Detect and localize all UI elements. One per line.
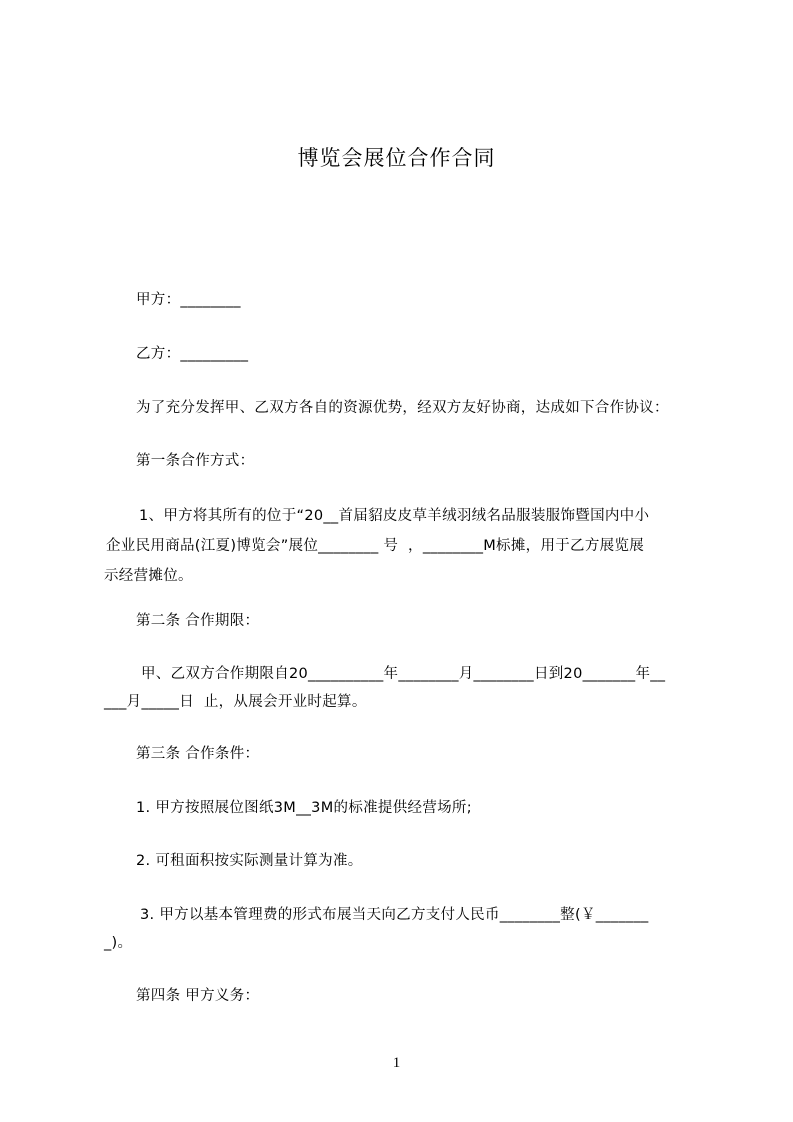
article-2-heading: 第二条 合作期限： — [136, 613, 260, 629]
article-1-text: 1、甲方将其所有的位于“20__首届貂皮皮草羊绒羽绒名品服装服饰暨国内中小 — [139, 508, 650, 524]
article-3-item-3: 3. 甲方以基本管理费的形式布展当天向乙方支付人民币________整(￥_______ — [140, 907, 649, 923]
page-number: 1 — [392, 1055, 401, 1071]
article-3-item-2: 2. 可租面积按实际测量计算为准。 — [136, 853, 363, 869]
article-1-text: 示经营摊位。 — [104, 568, 193, 584]
article-3-item-1: 1. 甲方按照展位图纸3M__3M的标准提供经营场所; — [136, 800, 472, 816]
preamble: 为了充分发挥甲、乙双方各自的资源优势，经双方友好协商，达成如下合作协议： — [136, 400, 669, 416]
document-title: 博览会展位合作合同 — [297, 146, 496, 170]
article-1-heading: 第一条合作方式： — [136, 453, 255, 469]
article-1-text: 企业民用商品(江夏)博览会”展位________ 号 ，________M标摊，用于乙方展览展 — [106, 538, 645, 554]
article-2-text: ___月_____日 止，从展会开业时起算。 — [104, 694, 367, 710]
article-3-heading: 第三条 合作条件： — [136, 746, 260, 762]
article-3-item-3: _)。 — [104, 935, 133, 951]
article-2-text: 甲、乙双方合作期限自20__________年________月________日到20_______年__ — [141, 666, 666, 682]
party-a-line: 甲方：________ — [136, 292, 241, 308]
article-4-heading: 第四条 甲方义务： — [136, 988, 260, 1004]
party-b-line: 乙方：_________ — [136, 346, 249, 362]
